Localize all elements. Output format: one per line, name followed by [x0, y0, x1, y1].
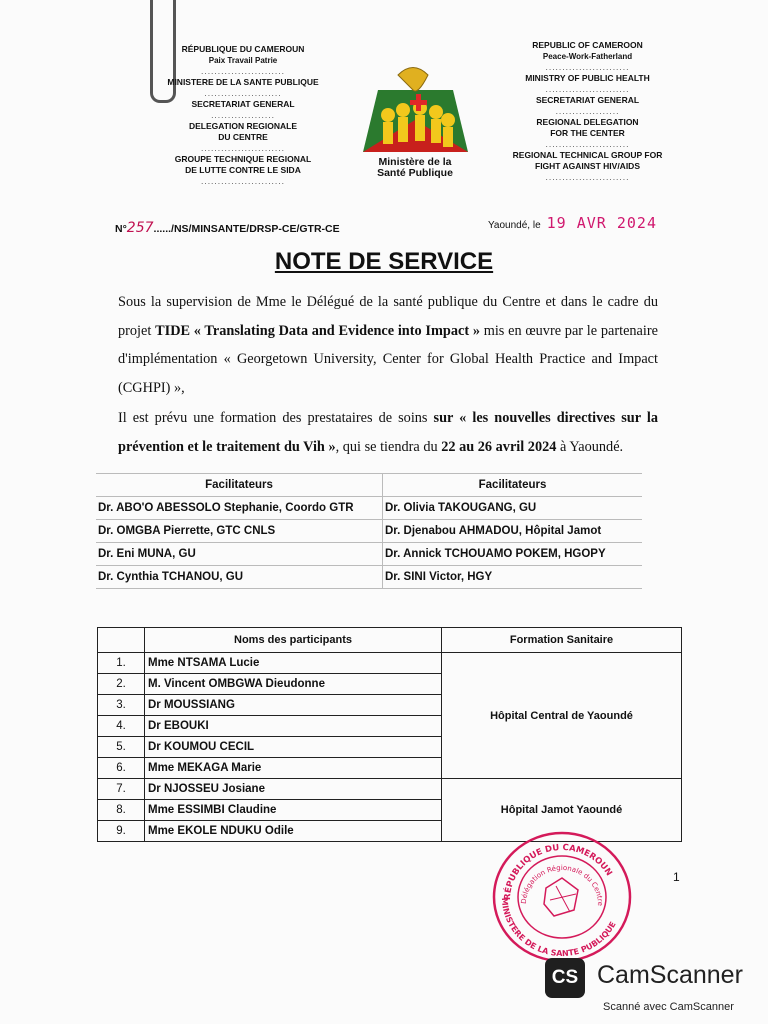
table-row [98, 653, 682, 674]
column-header: Facilitateurs [96, 474, 383, 497]
column-header: Formation Sanitaire [442, 628, 682, 653]
header-right-line: REGIONAL DELEGATION [536, 117, 639, 127]
row-number: 8. [98, 800, 145, 821]
table-row [96, 497, 642, 520]
date-stamp: 19 AVR 2024 [546, 214, 657, 232]
logo-text-line: Santé Publique [377, 167, 453, 179]
participant-name: Dr MOUSSIANG [145, 695, 442, 716]
table-cell: Dr. SINI Victor, HGY [383, 566, 643, 589]
header-right-line: Peace-Work-Fatherland [542, 52, 633, 61]
header-left-line: DELEGATION REGIONALE [189, 121, 297, 131]
table-row [98, 779, 682, 800]
row-number: 1. [98, 653, 145, 674]
table-cell: Dr. OMGBA Pierrette, GTC CNLS [96, 520, 383, 543]
header-left-line: DU CENTRE [218, 132, 268, 142]
logo-text-line: Ministère de la [378, 156, 452, 168]
reference-number: N°257....../NS/MINSANTE/DRSP-CE/GTR-CE [115, 220, 340, 236]
participants-table [97, 627, 682, 842]
header-left-line: SECRETARIAT GENERAL [191, 99, 295, 109]
header-left-line: MINISTERE DE LA SANTE PUBLIQUE [167, 77, 319, 87]
table-cell: Dr. Cynthia TCHANOU, GU [96, 566, 383, 589]
row-number: 7. [98, 779, 145, 800]
svg-text:Délégation Régionale du Centre [520, 864, 604, 906]
page-title: NOTE DE SERVICE [274, 248, 494, 275]
facility-cell: Hôpital Jamot Yaoundé [442, 779, 682, 842]
row-number: 2. [98, 674, 145, 695]
header-right-line: REPUBLIC OF CAMEROON [532, 40, 643, 50]
table-row [96, 566, 642, 589]
table-header-row [96, 474, 642, 497]
header-right-line: MINISTRY OF PUBLIC HEALTH [525, 73, 650, 83]
camscanner-name: CamScanner [597, 961, 743, 989]
header-right: REPUBLIC OF CAMEROON Peace-Work-Fatherland ......................... MINISTRY OF PUBLIC HEALTH ......................... SECRETARIAT GENERAL ................... REGIONAL DELEGATION FOR THE CENTER ......................... REGIONAL TECHNICAL GROUP FOR FIGHT AGAINST HIV/AIDS ......................... [500, 40, 675, 183]
stamp-text-bottom: MINISTERE DE LA SANTE PUBLIQUE [499, 897, 618, 959]
ministry-logo-icon [358, 60, 473, 160]
ref-suffix: /NS/MINSANTE/DRSP-CE/GTR-CE [171, 223, 340, 235]
participant-name: Dr EBOUKI [145, 716, 442, 737]
participant-name: M. Vincent OMBGWA Dieudonne [145, 674, 442, 695]
column-header: Noms des participants [145, 628, 442, 653]
participant-name: Dr KOUMOU CECIL [145, 737, 442, 758]
header-left-line: DE LUTTE CONTRE LE SIDA [185, 165, 301, 175]
table-cell: Dr. Olivia TAKOUGANG, GU [383, 497, 643, 520]
table-row [96, 520, 642, 543]
camscanner-logo-icon: CS [545, 958, 585, 998]
ref-number: 257 [126, 220, 154, 236]
participant-name: Mme MEKAGA Marie [145, 758, 442, 779]
header-right-line: REGIONAL TECHNICAL GROUP FOR [512, 150, 663, 160]
participant-name: Dr NJOSSEU Josiane [145, 779, 442, 800]
header-right-line: SECRETARIAT GENERAL [535, 95, 640, 105]
row-number: 6. [98, 758, 145, 779]
row-number: 4. [98, 716, 145, 737]
facility-cell: Hôpital Central de Yaoundé [442, 653, 682, 779]
participant-name: Mme NTSAMA Lucie [145, 653, 442, 674]
header-left: RÉPUBLIQUE DU CAMEROUN Paix Travail Patrie ......................... MINISTERE DE LA SANTE PUBLIQUE ....................... SECRETARIAT GENERAL ................... DELEGATION REGIONALE DU CENTRE ......................... GROUPE TECHNIQUE REGIONAL DE LUTTE CONTRE LE SIDA ......................... [158, 44, 328, 187]
table-header-row [98, 628, 682, 653]
official-stamp [488, 828, 636, 966]
ministry-logo-text [355, 157, 475, 179]
table-cell: Dr. Annick TCHOUAMO POKEM, HGOPY [383, 543, 643, 566]
header-left-line: Paix Travail Patrie [208, 56, 278, 65]
header-right-line: FOR THE CENTER [550, 128, 625, 138]
paragraph-training: Il est prévu une formation des prestataires de soins sur « les nouvelles directives sur la prévention et le traitement du Vih », qui se tiendra du 22 au 26 avril 2024 à Yaoundé. [118, 410, 658, 455]
stamp-text-top: RÉPUBLIQUE DU CAMEROUN [502, 842, 614, 901]
table-row [96, 543, 642, 566]
participant-name: Mme EKOLE NDUKU Odile [145, 821, 442, 842]
column-header: Facilitateurs [383, 474, 643, 497]
participant-name: Mme ESSIMBI Claudine [145, 800, 442, 821]
header-left-line: RÉPUBLIQUE DU CAMEROUN [181, 44, 305, 54]
page-number: 1 [673, 870, 680, 884]
facilitators-table [96, 473, 642, 589]
header-right-line: FIGHT AGAINST HIV/AIDS [535, 161, 640, 171]
document-date [488, 214, 657, 232]
row-number: 5. [98, 737, 145, 758]
table-cell: Dr. Eni MUNA, GU [96, 543, 383, 566]
row-number: 9. [98, 821, 145, 842]
date-label: Yaoundé, le [488, 220, 541, 231]
table-cell: Dr. Djenabou AHMADOU, Hôpital Jamot [383, 520, 643, 543]
column-header-number [98, 628, 145, 653]
camscanner-subtitle: Scanné avec CamScanner [603, 1001, 734, 1013]
paragraph-context: Sous la supervision de Mme le Délégué de la santé publique du Centre et dans le cadre du projet TIDE « Translating Data and Evidence into Impact » mis en œuvre par le partenaire d'implémentation « Georgetown University, Center for Global Health Practice and Impact (CGHPI) », [118, 294, 658, 396]
header-left-line: GROUPE TECHNIQUE REGIONAL [174, 154, 312, 164]
table-cell: Dr. ABO'O ABESSOLO Stephanie, Coordo GTR [96, 497, 383, 520]
ref-prefix: N° [115, 223, 127, 235]
row-number: 3. [98, 695, 145, 716]
stamp-text-inner: Délégation Régionale du Centre [519, 863, 605, 906]
